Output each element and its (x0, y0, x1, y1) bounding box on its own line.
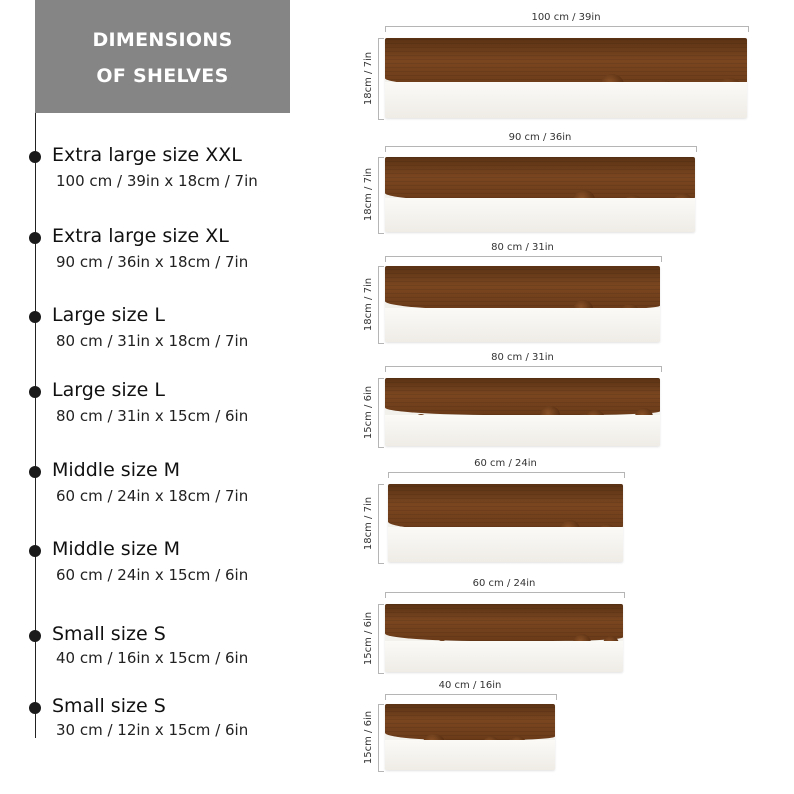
size-name: Extra large size XL (52, 225, 229, 247)
size-name: Small size S (52, 695, 166, 717)
height-dimension-line (378, 38, 384, 120)
shelf-image (385, 266, 660, 342)
width-dimension-line (385, 694, 557, 700)
shelf-image (385, 157, 695, 232)
shelf-image (385, 38, 747, 118)
size-dimensions: 60 cm / 24in x 18cm / 7in (56, 487, 249, 505)
size-name: Large size L (52, 304, 165, 326)
height-dimension-line (378, 604, 384, 674)
height-label: 18cm / 7in (363, 496, 375, 550)
size-dimensions: 100 cm / 39in x 18cm / 7in (56, 172, 258, 190)
height-label: 18cm / 7in (363, 167, 375, 222)
shelf-diagram (360, 12, 750, 120)
bullet-dot (29, 702, 41, 714)
shelf-diagram (360, 352, 665, 447)
shelf-diagram (360, 242, 665, 342)
size-name: Middle size M (52, 459, 181, 481)
size-name: Large size L (52, 379, 165, 401)
size-dimensions: 60 cm / 24in x 15cm / 6in (56, 566, 249, 584)
size-name: Extra large size XXL (52, 144, 242, 166)
width-dimension-line (385, 256, 662, 262)
width-label: 60 cm / 24in (472, 578, 536, 589)
shelf-image (388, 484, 623, 562)
height-label: 15cm / 6in (363, 611, 375, 665)
width-dimension-line (385, 366, 662, 372)
bullet-dot (29, 630, 41, 642)
width-label: 40 cm / 16in (438, 680, 502, 691)
size-name: Middle size M (52, 538, 181, 560)
bullet-dot (29, 386, 41, 398)
width-label: 80 cm / 31in (491, 242, 554, 253)
shelf-image (385, 378, 660, 446)
width-dimension-line (385, 146, 697, 152)
shelf-diagram (360, 680, 560, 770)
size-dimensions: 30 cm / 12in x 15cm / 6in (56, 721, 249, 739)
width-dimension-line (385, 592, 625, 598)
width-dimension-line (388, 472, 625, 478)
size-dimensions: 40 cm / 16in x 15cm / 6in (56, 649, 249, 667)
shelf-diagram (360, 132, 700, 232)
height-dimension-line (378, 157, 384, 234)
bullet-dot (29, 151, 41, 163)
height-dimension-line (378, 704, 384, 772)
bullet-dot (29, 466, 41, 478)
width-label: 80 cm / 31in (491, 352, 554, 363)
size-name: Small size S (52, 623, 166, 645)
bullet-dot (29, 232, 41, 244)
title-line-1: DIMENSIONS (92, 29, 233, 51)
shelf-image (385, 604, 623, 672)
height-dimension-line (378, 484, 384, 564)
height-label: 18cm / 7in (363, 51, 375, 105)
size-dimensions: 80 cm / 31in x 15cm / 6in (56, 407, 249, 425)
width-label: 90 cm / 36in (508, 132, 572, 143)
timeline-line (35, 113, 36, 738)
shelf-diagram (360, 458, 630, 564)
page-title (35, 0, 290, 113)
width-label: 60 cm / 24in (474, 458, 537, 469)
width-dimension-line (385, 26, 749, 32)
height-label: 15cm / 6in (363, 710, 375, 764)
height-dimension-line (378, 266, 384, 344)
bullet-dot (29, 545, 41, 557)
bullet-dot (29, 311, 41, 323)
width-label: 100 cm / 39in (531, 12, 601, 23)
height-label: 15cm / 6in (363, 385, 375, 439)
size-dimensions: 80 cm / 31in x 18cm / 7in (56, 332, 249, 350)
title-line-2: OF SHELVES (96, 65, 229, 87)
shelf-diagram (360, 578, 630, 674)
height-dimension-line (378, 378, 384, 448)
shelf-image (385, 704, 555, 770)
height-label: 18cm / 7in (363, 277, 375, 331)
size-dimensions: 90 cm / 36in x 18cm / 7in (56, 253, 249, 271)
